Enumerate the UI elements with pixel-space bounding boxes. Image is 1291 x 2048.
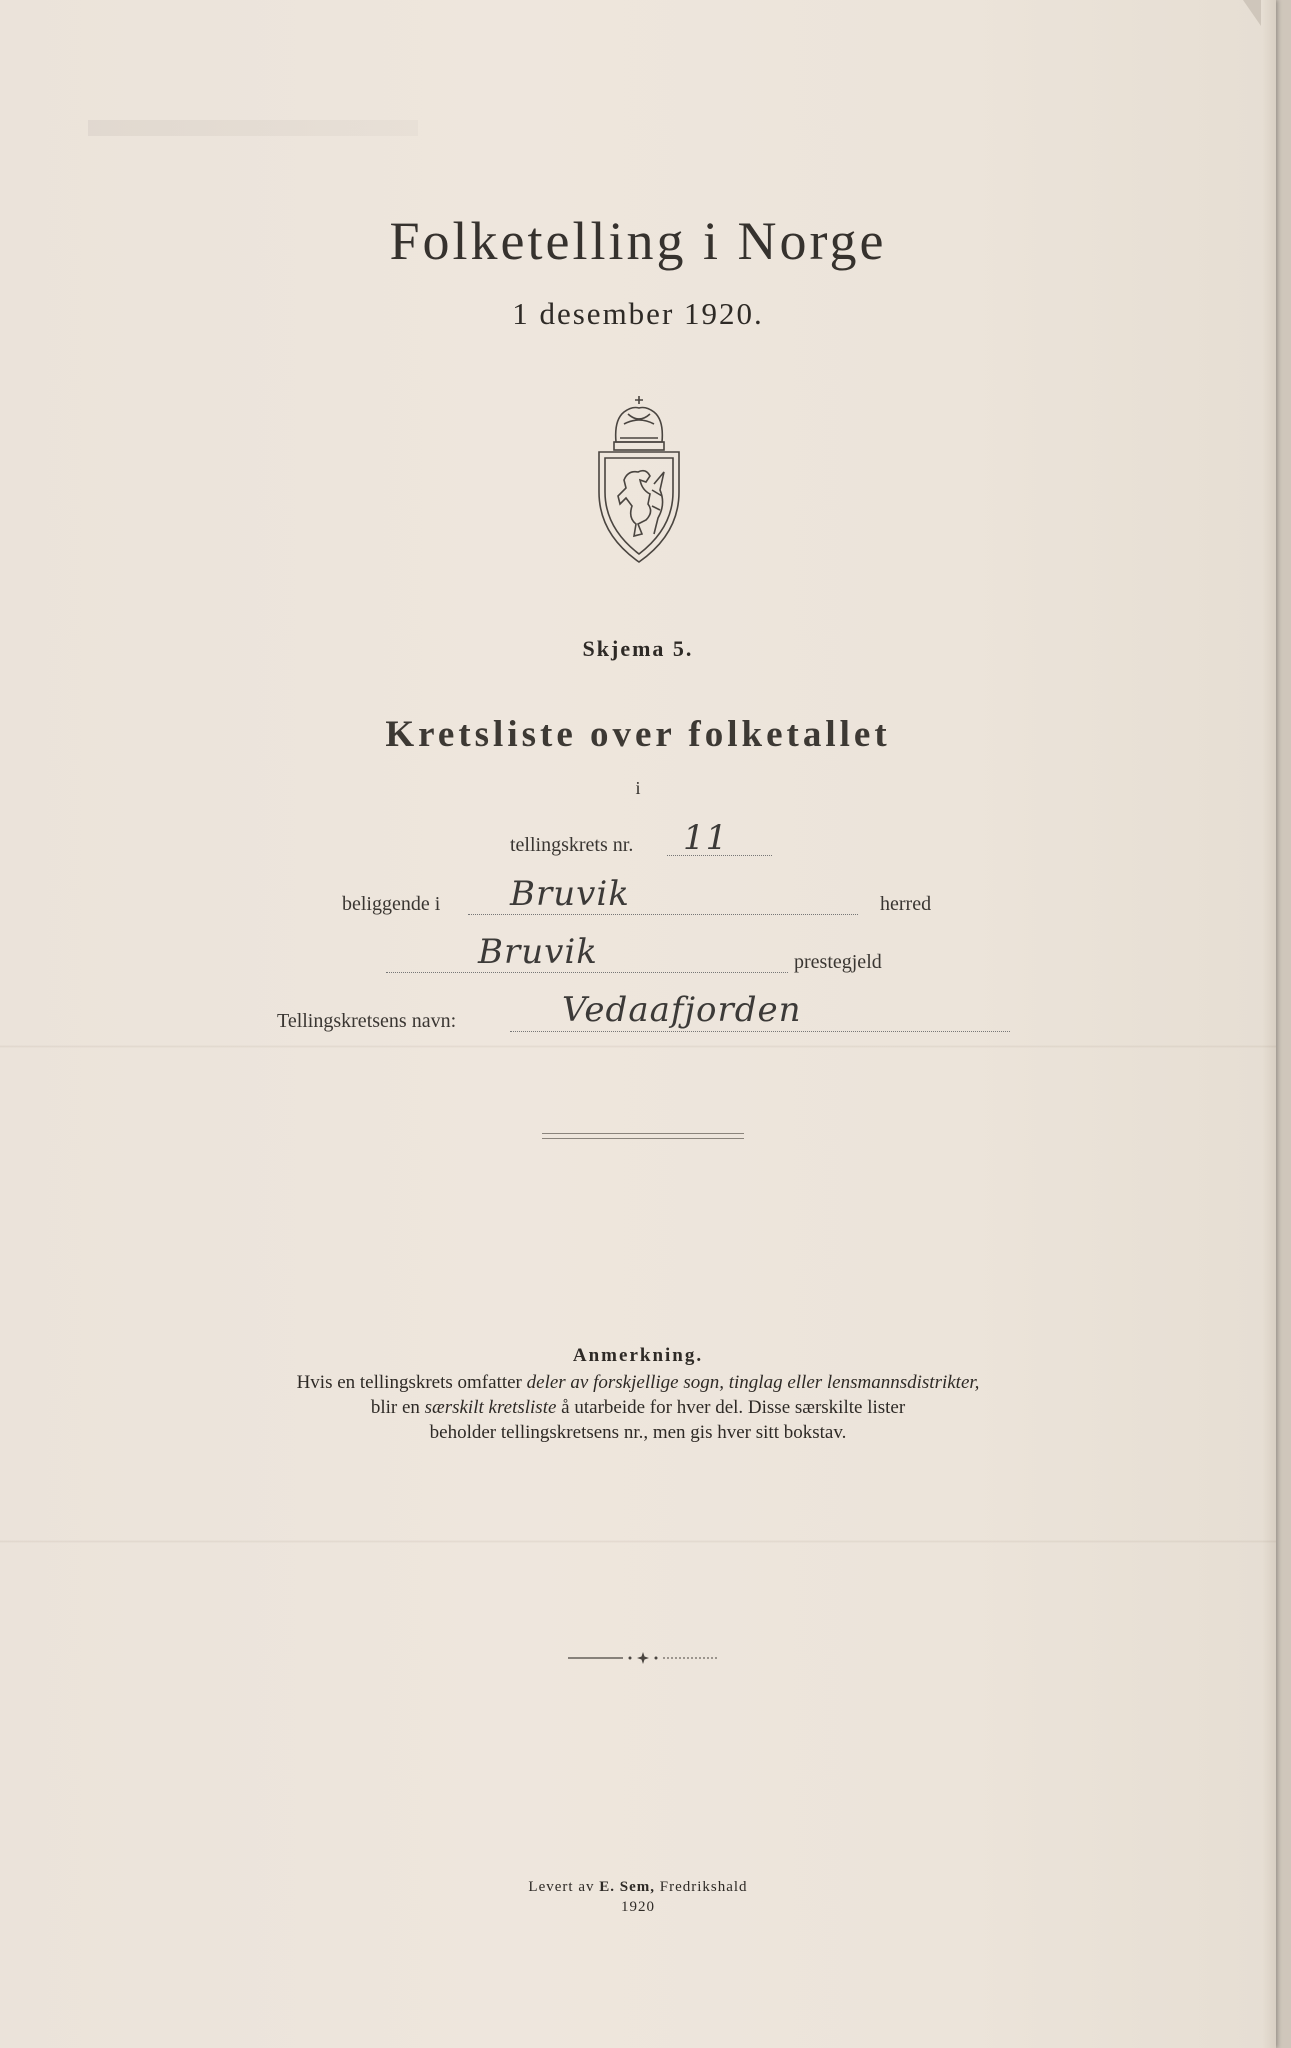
note-line-3: beholder tellingskretsens nr., men gis hver sitt bokstav. [429,1422,847,1443]
census-date: 1 desember 1920. [512,296,764,331]
note-line-1: Hvis en tellingskrets omfatter deler av forskjellige sogn, tinglag eller lensmannsdistrikter, [296,1372,980,1393]
district-number-value: 11 [683,818,729,858]
faint-bleed-through [88,120,418,136]
folded-corner [1243,0,1261,26]
district-number-label: tellingskrets nr. [510,834,634,856]
district-name-line [510,1031,1010,1032]
paper-fold [0,1540,1276,1543]
printer-year: 1920 [621,1899,655,1915]
note-emphasis: særskilt kretsliste [424,1397,557,1418]
located-in-label: beliggende i [342,893,441,915]
divider-line [542,1133,744,1134]
paper-fold [0,1045,1276,1048]
note-line-2: blir en særskilt kretsliste å utarbeide for hver del. Disse særskilte lister [370,1397,906,1418]
note-text [0,1370,1276,1445]
document-subtitle: Kretsliste over folketallet [385,714,891,755]
printer-credit: Levert av E. Sem, Fredrikshald [528,1879,748,1895]
page-title: Folketelling i Norge [389,211,887,271]
herred-label: herred [880,893,932,915]
printer-name: E. Sem, [599,1879,655,1895]
prestegjeld-label: prestegjeld [794,951,882,973]
note-title: Anmerkning. [572,1345,704,1366]
parish-value: Bruvik [478,932,598,972]
district-name-label: Tellingskretsens navn: [277,1010,457,1032]
ornament-divider-icon [568,1652,718,1664]
preposition-i: i [635,778,641,798]
district-name-value: Vedaafjorden [562,990,802,1030]
note-emphasis: deler av forskjellige sogn, tinglag eller lensmannsdistrikter, [526,1372,980,1393]
divider-line [542,1138,744,1139]
municipality-line [468,914,858,915]
parish-line [386,972,788,973]
schema-number: Skjema 5. [582,636,694,661]
norwegian-coat-of-arms-icon [594,394,684,564]
municipality-value: Bruvik [510,874,630,914]
